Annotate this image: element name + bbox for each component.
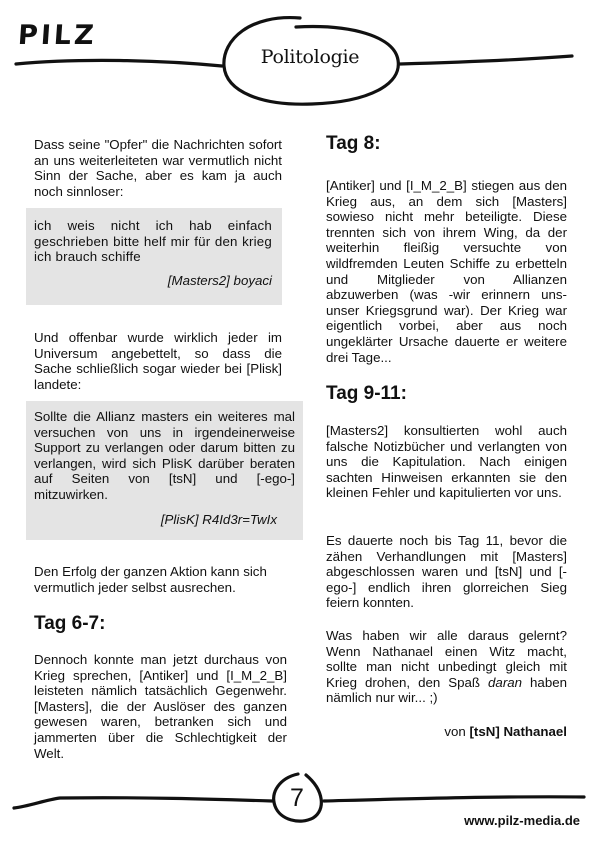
quote-box-1 <box>26 208 282 305</box>
heading-tag-8: Tag 8: <box>326 133 381 154</box>
author-name: [tsN] Nathanael <box>469 724 567 739</box>
intro-text: Dass seine "Opfer" die Nachrichten sofort an uns weiterleiteten war vermutlich nicht Sinn der Sache, aber es kam ja auch noch sinnloser: <box>34 137 282 199</box>
quote-box-2 <box>26 401 303 540</box>
paragraph-tag-9-11-a-text: [Masters2] konsultierten wohl auch falsche Notizbücher und verlangten von uns die Kapitulation. Nach einigen sachten Hinweisen erkannten sie den kleinen Fehler und kapitulierten vor uns. <box>326 423 567 501</box>
header-line-left <box>16 60 222 66</box>
pilz-logo[interactable]: PILZ <box>16 20 98 51</box>
quote-1-text: ich weis nicht ich hab einfach geschrieben bitte helf mir für den krieg ich brauch schiffe <box>34 218 272 265</box>
paragraph-tag-9-11-b <box>326 533 567 611</box>
section-title: Politologie <box>260 46 360 68</box>
author-prefix: von <box>444 724 470 739</box>
website-url[interactable]: www.pilz-media.de <box>464 813 580 828</box>
paragraph-3-text: Den Erfolg der ganzen Aktion kann sich vermutlich jeder selbst ausrechen. <box>34 564 267 595</box>
quote-2-signature: [PlisK] R4Id3r=TwIx <box>160 511 277 527</box>
heading-tag-6-7: Tag 6-7: <box>34 613 106 634</box>
page-number: 7 <box>290 784 304 812</box>
paragraph-2-text: Und offenbar wurde wirklich jeder im Universum angebettelt, so dass die Sache schließlich sogar wieder bei [Plisk] landete: <box>34 330 282 392</box>
paragraph-tag-8-text: [Antiker] und [I_M_2_B] stiegen aus den Krieg aus, an dem sich [Masters] sowieso nicht mehr beteiligte. Diese trennten sich von ihrem Wing, da der weiterhin fleißig versuchte von wildfremden Leuten Schiffe zu erbetteln und Mitglieder von Allianzen abzuwerben (was -wir erinnern uns- unser Kriegsgrund war). Der Krieg war eigentlich vorbei, aber aus noch ungeklärter Ursache dauerte er weitere drei Tage... <box>326 178 567 365</box>
conclusion-text-2: haben nämlich nur wir... ;) <box>326 674 568 706</box>
paragraph-tag-6-7 <box>34 652 287 761</box>
footer-line-right <box>324 797 584 801</box>
paragraph-tag-9-11-b-text: Es dauerte noch bis Tag 11, bevor die zähen Verhandlungen mit [Masters] abgeschlossen waren und [tsN] und [-ego-] endlich ihren glorreichen Sieg feiern konnten. <box>326 533 567 611</box>
paragraph-tag-8 <box>326 178 567 365</box>
footer-line-left <box>14 798 272 808</box>
author-credit <box>444 724 567 739</box>
paragraph-2 <box>34 330 282 392</box>
conclusion-emphasis: daran <box>488 674 523 690</box>
intro-paragraph <box>34 137 282 199</box>
header-line-right <box>400 56 572 64</box>
conclusion-text-1: Was haben wir alle daraus gelernt? Wenn Nathanael einen Witz macht, sollte man nicht unbedingt gleich mit Krieg drohen, den Spaß <box>326 628 567 690</box>
heading-tag-9-11: Tag 9-11: <box>326 383 407 404</box>
quote-1-signature: [Masters2] boyaci <box>167 272 272 288</box>
paragraph-tag-6-7-text: Dennoch konnte man jetzt durchaus von Krieg sprechen, [Antiker] und [I_M_2_B] leisteten nämlich tatsächlich Gegenwehr. [Masters], die der Auslöser des ganzen gewesen waren, betranken sich und jammerten über die Schlechtigkeit der Welt. <box>34 652 287 761</box>
quote-2-text: Sollte die Allianz masters ein weiteres mal versuchen von uns in irgendeinerweise Support zu verlangen oder darum bitten zu verlangen, wird sich PlisK darüber beraten auf Seiten von [tsN] und [-ego-] mitzuwirken. <box>34 409 295 502</box>
paragraph-3 <box>34 564 282 595</box>
paragraph-tag-9-11-a <box>326 423 567 501</box>
conclusion-paragraph <box>326 628 567 706</box>
